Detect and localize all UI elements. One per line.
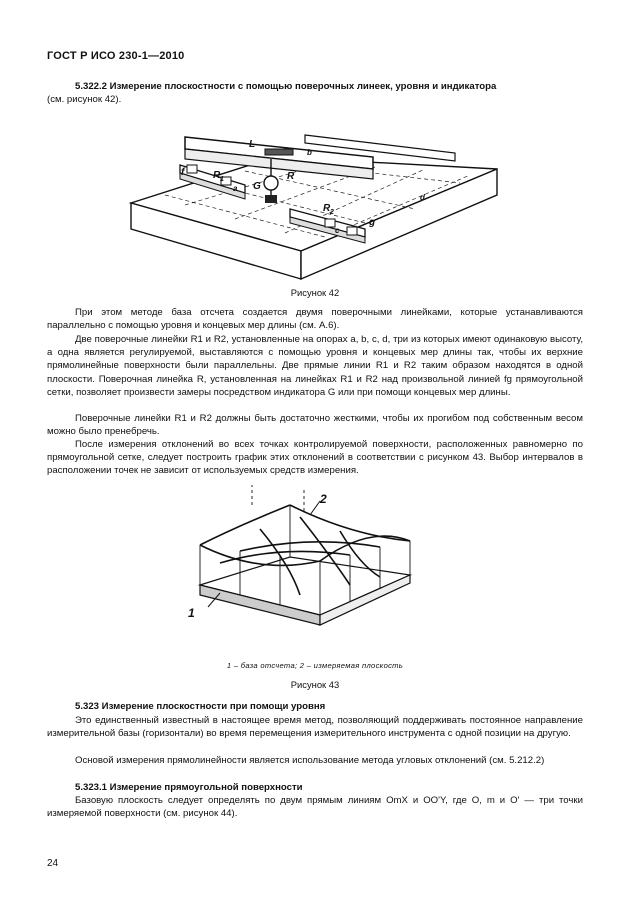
label-d: d — [420, 193, 425, 202]
paragraph-4: После измерения отклонений во всех точках контролируемой поверхности, расположенных равномерно по прямоугольной сетке, следует построить график этих отклонений в соответствии с рисунком 43. Выбор интервалов в расположении точек не зависит от используемых средств измерения. — [47, 439, 583, 477]
base-top — [200, 557, 410, 615]
section-5-322-2-heading — [47, 80, 583, 106]
label-c: c — [335, 226, 340, 235]
section-5-323-p2: Основой измерения прямолинейности является использование метода угловых отклонений (см. 5.212.2) — [75, 755, 545, 766]
figure-42-drawing — [125, 125, 510, 283]
label-R1-sub: 1 — [220, 176, 224, 183]
section-5-323-1-heading: 5.323.1 Измерение прямоугольной поверхности — [75, 782, 303, 793]
label-R1: R — [213, 170, 221, 181]
figure-43-legend: 1 – база отсчета; 2 – измеряемая плоскость — [226, 661, 404, 670]
paragraph-1: При этом методе база отсчета создается двумя поверочными линейками, которые устанавливаются параллельно с помощью уровня и концевых мер длины (см. А.6). — [47, 307, 583, 332]
figure-43-caption: Рисунок 43 — [290, 679, 340, 690]
label-g: g — [369, 217, 376, 228]
label-R2: R — [323, 203, 331, 214]
paragraph-2: Две поверочные линейки R1 и R2, установленные на опорах a, b, c, d, три из которых имеют одинаковую высоту, а одна является регулируемой, выставляются с помощью уровня и концевых мер длины так, чтобы их верхние прямолинейные поверхности были параллельны. Две прямые линии R1 и R2 таким образом находятся в одной плоскости. Поверочная линейка R, установленная на линейках R1 и R2 над произвольной линией fg прямоугольной сетки, позволяет произвести замеры посредством индикатора G или при помощи концевых мер длины. — [47, 334, 583, 398]
figure-43-drawing — [180, 485, 420, 650]
label-2: 2 — [320, 492, 327, 506]
heading-tail: (см. рисунок 42). — [47, 94, 122, 106]
level-L — [265, 149, 293, 155]
section-5-323-1-p1: Базовую плоскость следует определять по двум прямым линиям OmX и OO'Y, где O, m и O' — три точки измеряемой поверхности (см. рисунок 44). — [47, 795, 583, 820]
label-G: G — [253, 181, 261, 192]
section-5-323-p1: Это единственный известный в настоящее время метод, позволяющий поддерживать постоянное направление измерительной базы (горизонтали) во время перемещения измерительного инструмента с одной позиции на другую. — [47, 715, 583, 740]
paragraph-3: Поверочные линейки R1 и R2 должны быть достаточно жесткими, чтобы их прогибом под собственным весом можно было пренебречь. — [47, 413, 583, 438]
label-L: L — [249, 139, 256, 150]
page-number: 24 — [47, 858, 59, 869]
label-1: 1 — [188, 606, 195, 620]
label-R: R — [287, 171, 295, 182]
label-b: b — [307, 148, 312, 157]
section-5-323-heading: 5.323 Измерение плоскостности при помощи уровня — [75, 701, 326, 712]
page-header: ГОСТ Р ИСО 230-1—2010 — [47, 50, 185, 62]
heading-text: 5.322.2 Измерение плоскостности с помощью поверочных линеек, уровня и индикатора — [75, 81, 497, 92]
label-f: f — [181, 167, 185, 178]
label-R2-sub: 2 — [330, 209, 334, 216]
figure-42-caption: Рисунок 42 — [290, 287, 340, 298]
label-a: a — [233, 184, 238, 193]
